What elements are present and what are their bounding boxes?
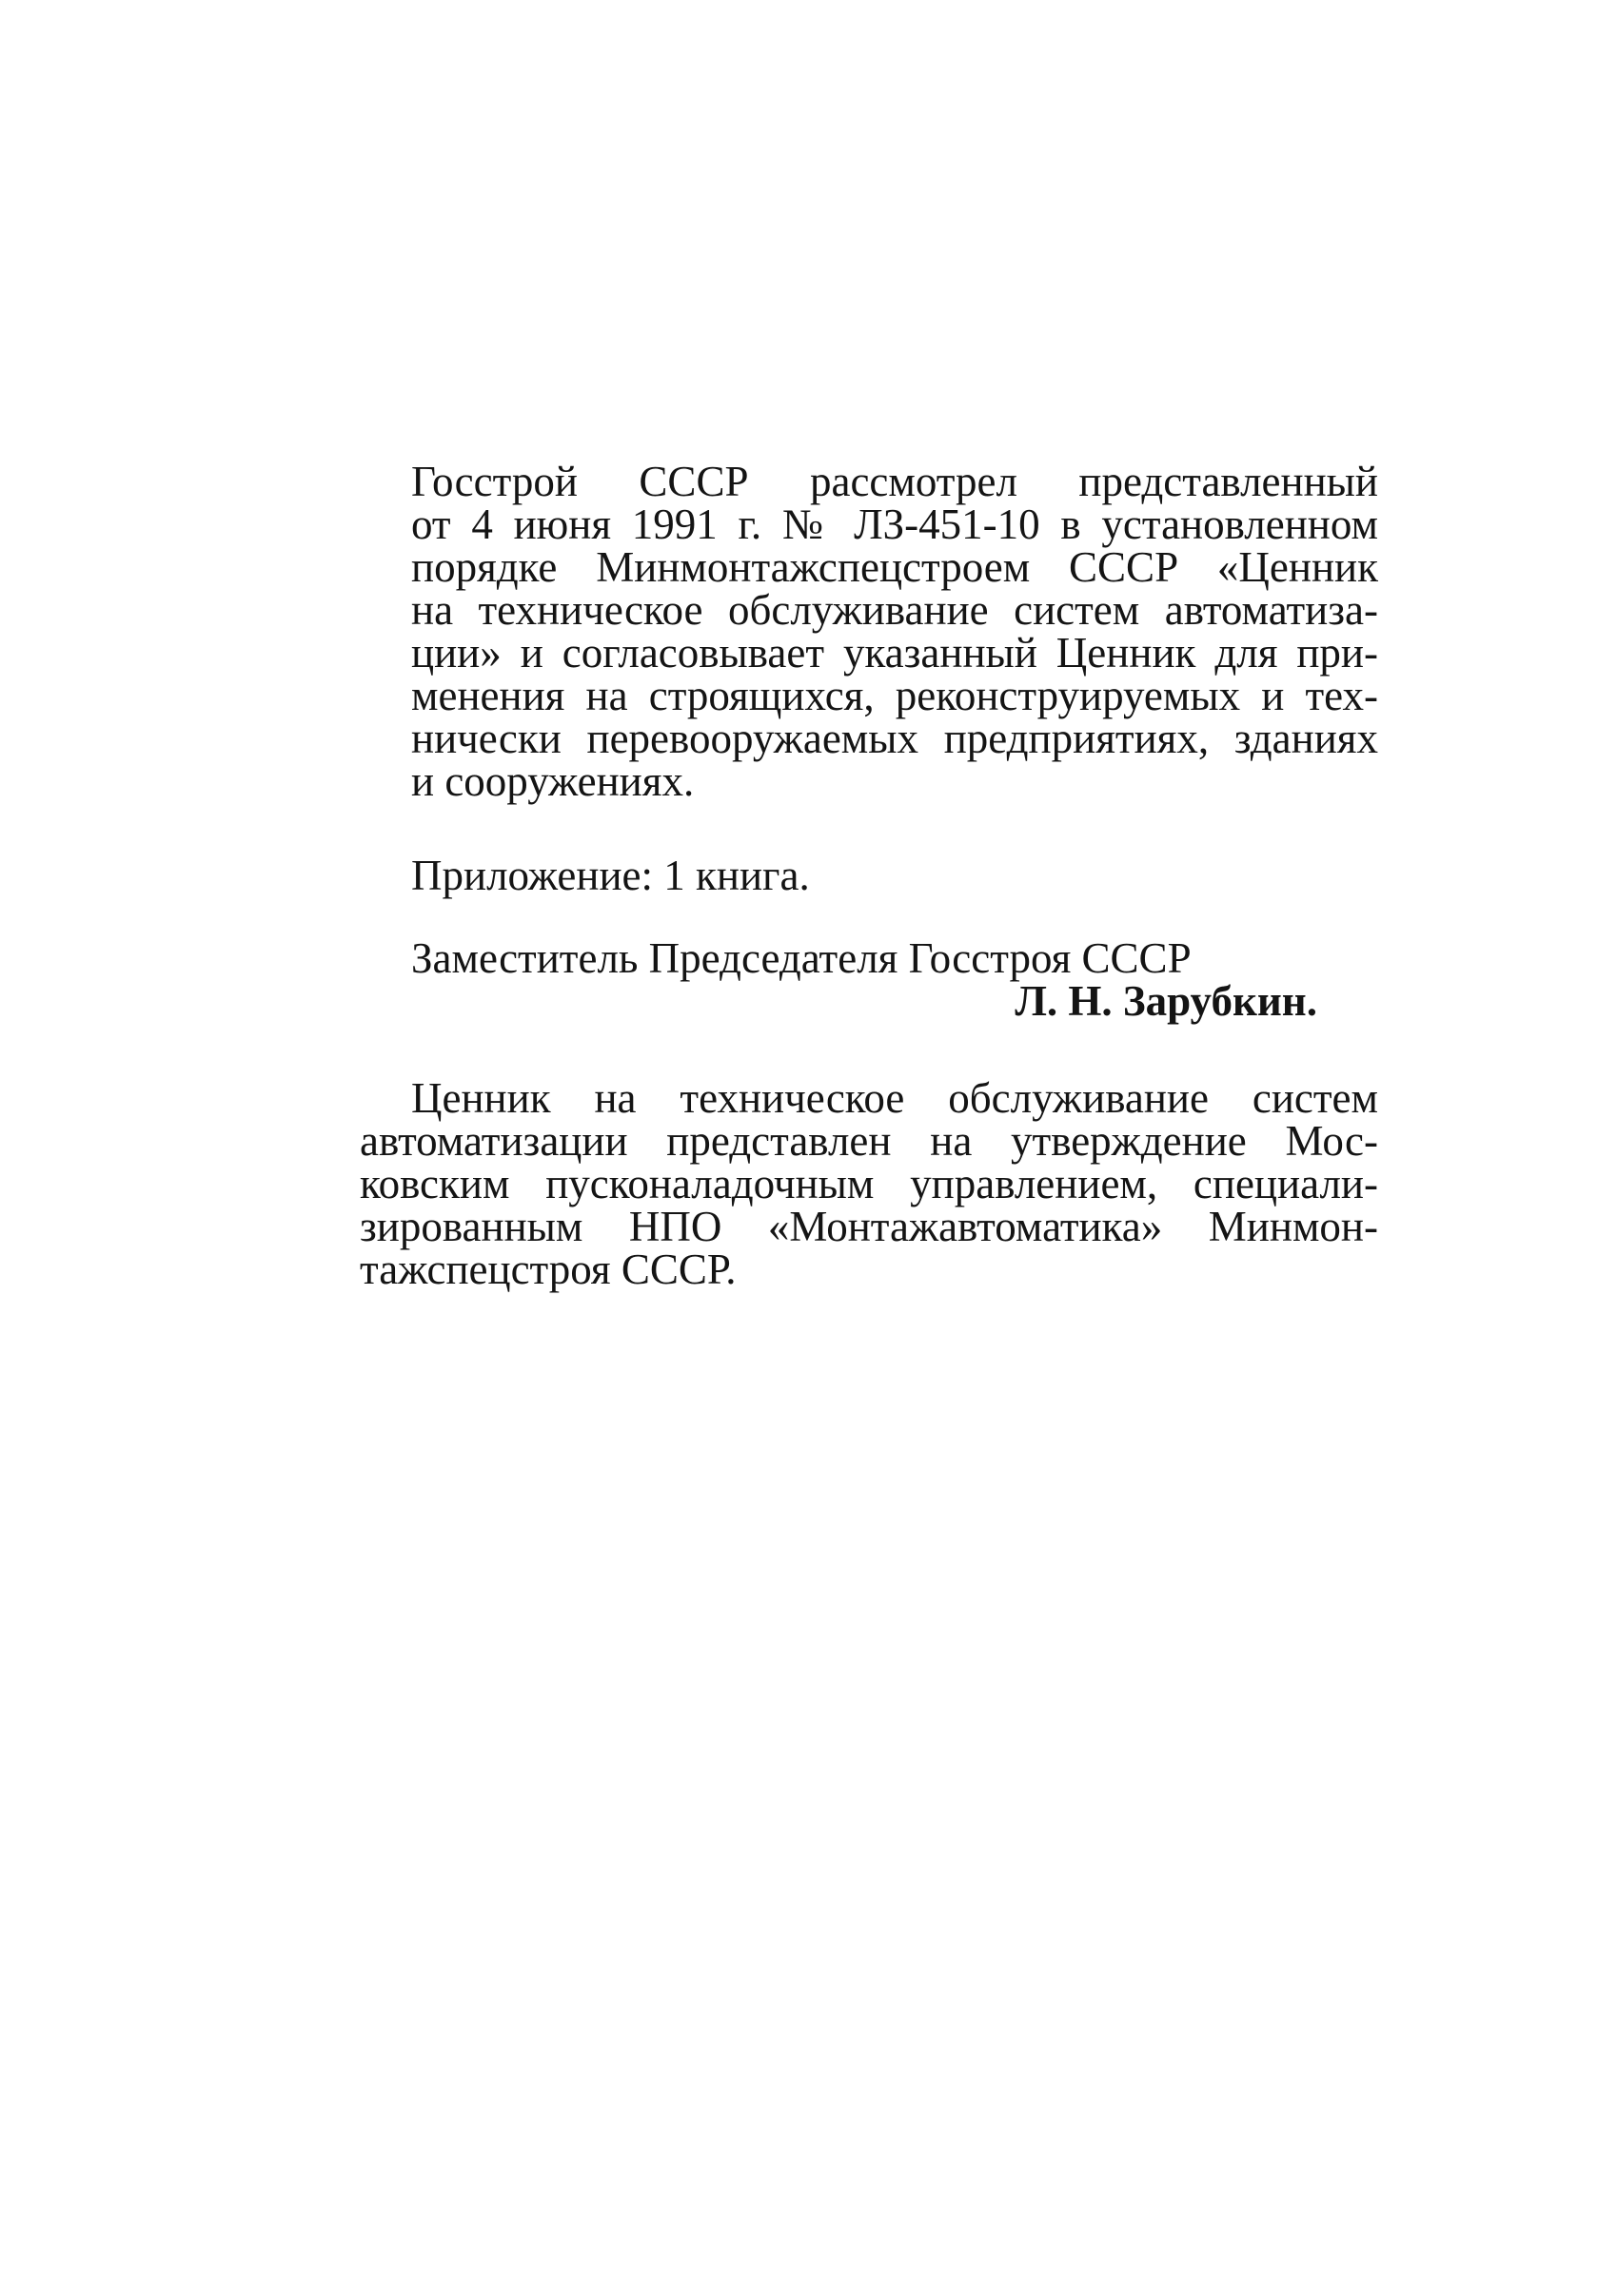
attachment-note <box>411 854 810 897</box>
developer-line: Ценник на техническое обслуживание систем <box>411 1074 1378 1122</box>
developer-line: зированным НПО «Монтажавтоматика» Минмон- <box>360 1203 1378 1250</box>
approval-line: Госстрой СССР рассмотрел представленный <box>411 458 1378 505</box>
approval-paragraph <box>411 458 1378 805</box>
signatory-title: Заместитель Председателя Госстроя СССР <box>411 934 1192 982</box>
developer-line: ковским пусконаладочным управлением, специали- <box>360 1160 1378 1207</box>
developer-paragraph <box>360 1074 1378 1293</box>
approval-line: порядке Минмонтажспецстроем СССР «Ценник <box>411 543 1378 591</box>
signatory-name: Л. Н. Зарубкин. <box>1015 977 1317 1025</box>
developer-line-last: тажспецстроя СССР. <box>360 1246 737 1293</box>
approval-line-last: и сооружениях. <box>411 757 695 805</box>
approval-line: ции» и согласовывает указанный Ценник для при- <box>411 629 1378 677</box>
signature-block <box>411 934 1317 1025</box>
approval-line: менения на строящихся, реконструируемых и тех- <box>411 672 1378 719</box>
approval-line: от 4 июня 1991 г. № ЛЗ-451-10 в установленном <box>411 500 1378 548</box>
developer-line: автоматизации представлен на утверждение Мос- <box>360 1117 1378 1165</box>
approval-line: нически перевооружаемых предприятиях, зданиях <box>411 715 1378 762</box>
attachment-text: Приложение: 1 книга. <box>411 852 810 899</box>
approval-line: на техническое обслуживание систем автоматиза- <box>411 586 1378 634</box>
